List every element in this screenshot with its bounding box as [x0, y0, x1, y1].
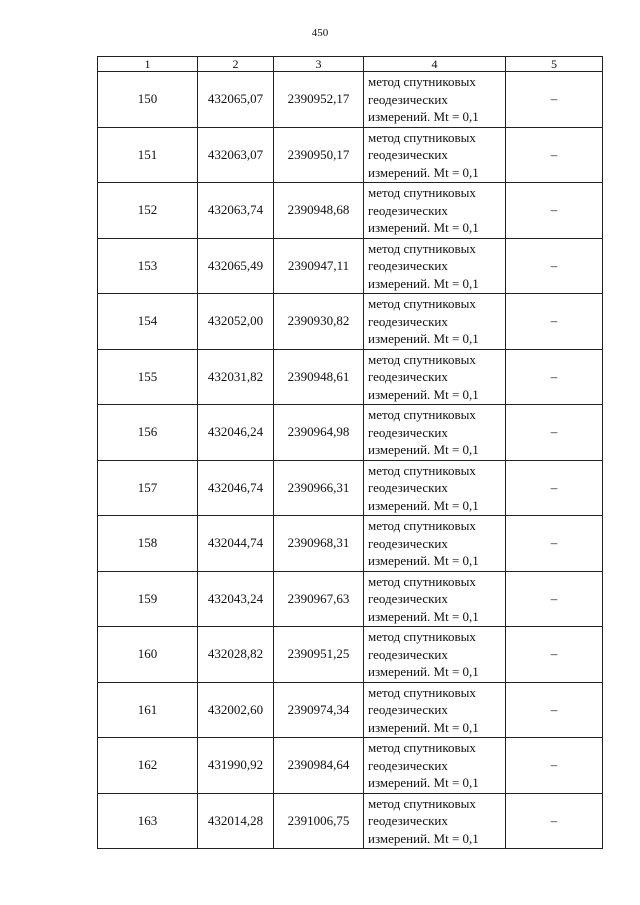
- note-cell: –: [506, 349, 603, 405]
- method-line: метод спутниковых: [368, 129, 476, 145]
- method-line: геодезических: [368, 702, 448, 717]
- method-cell: [364, 738, 506, 794]
- table-row: [98, 294, 603, 350]
- note-cell: –: [506, 460, 603, 516]
- table-row: [98, 571, 603, 627]
- method-cell: [364, 682, 506, 738]
- method-line: измерений. Mt = 0,1: [368, 386, 479, 402]
- note-cell: –: [506, 72, 603, 128]
- method-line: геодезических: [368, 591, 448, 606]
- note-cell: –: [506, 516, 603, 572]
- method-line: метод спутниковых: [368, 74, 476, 89]
- x-coordinate-cell: 432063,74: [198, 183, 274, 239]
- table-row: [98, 127, 603, 183]
- method-cell: [364, 72, 506, 128]
- note-cell: –: [506, 571, 603, 627]
- method-line: измерений. Mt = 0,1: [368, 220, 479, 235]
- header-row: [98, 57, 603, 72]
- table-row: [98, 72, 603, 128]
- header-col-2: 2: [198, 57, 274, 72]
- note-cell: –: [506, 183, 603, 239]
- point-number-cell: 151: [98, 127, 198, 183]
- point-number-cell: 150: [98, 72, 198, 128]
- method-line: метод спутниковых: [368, 462, 476, 478]
- method-line: измерений. Mt = 0,1: [368, 553, 479, 568]
- point-number-cell: 163: [98, 793, 198, 849]
- header-col-5: 5: [506, 57, 603, 72]
- method-line: метод спутниковых: [368, 740, 476, 755]
- method-line: измерений. Mt = 0,1: [368, 830, 479, 846]
- method-line: геодезических: [368, 202, 448, 218]
- table-row: [98, 738, 603, 794]
- method-line: измерений. Mt = 0,1: [368, 608, 479, 624]
- method-cell: [364, 793, 506, 849]
- method-line: измерений. Mt = 0,1: [368, 497, 479, 513]
- table-row: [98, 682, 603, 738]
- method-line: метод спутниковых: [368, 185, 476, 200]
- method-line: метод спутниковых: [368, 296, 476, 311]
- point-number-cell: 156: [98, 405, 198, 461]
- table-row: [98, 405, 603, 461]
- x-coordinate-cell: 432028,82: [198, 627, 274, 683]
- x-coordinate-cell: 432046,24: [198, 405, 274, 461]
- y-coordinate-cell: 2390966,31: [274, 460, 364, 516]
- x-coordinate-cell: 432044,74: [198, 516, 274, 572]
- x-coordinate-cell: 432065,07: [198, 72, 274, 128]
- point-number-cell: 158: [98, 516, 198, 572]
- x-coordinate-cell: 432046,74: [198, 460, 274, 516]
- y-coordinate-cell: 2390947,11: [274, 238, 364, 294]
- page-number: 450: [311, 27, 329, 39]
- method-line: метод спутниковых: [368, 518, 476, 533]
- method-line: метод спутниковых: [368, 351, 476, 367]
- y-coordinate-cell: 2390948,61: [274, 349, 364, 405]
- method-line: метод спутниковых: [368, 629, 476, 644]
- table-row: [98, 460, 603, 516]
- method-line: измерений. Mt = 0,1: [368, 775, 479, 790]
- header-col-1: 1: [98, 57, 198, 72]
- point-number-cell: 160: [98, 627, 198, 683]
- note-cell: –: [506, 738, 603, 794]
- x-coordinate-cell: 432002,60: [198, 682, 274, 738]
- table-header: [98, 57, 603, 72]
- method-line: метод спутниковых: [368, 795, 476, 811]
- table-row: [98, 183, 603, 239]
- x-coordinate-cell: 431990,92: [198, 738, 274, 794]
- point-number-cell: 153: [98, 238, 198, 294]
- note-cell: –: [506, 682, 603, 738]
- note-cell: –: [506, 627, 603, 683]
- method-cell: [364, 460, 506, 516]
- point-number-cell: 159: [98, 571, 198, 627]
- x-coordinate-cell: 432052,00: [198, 294, 274, 350]
- table-body: [98, 72, 603, 849]
- method-line: геодезических: [368, 480, 448, 495]
- x-coordinate-cell: 432063,07: [198, 127, 274, 183]
- x-coordinate-cell: 432031,82: [198, 349, 274, 405]
- method-line: измерений. Mt = 0,1: [368, 109, 479, 124]
- method-line: геодезических: [368, 535, 448, 551]
- table-row: [98, 349, 603, 405]
- table-row: [98, 627, 603, 683]
- note-cell: –: [506, 294, 603, 350]
- method-line: геодезических: [368, 258, 448, 273]
- method-cell: [364, 516, 506, 572]
- header-col-3: 3: [274, 57, 364, 72]
- method-line: геодезических: [368, 369, 448, 384]
- y-coordinate-cell: 2390951,25: [274, 627, 364, 683]
- method-line: геодезических: [368, 147, 448, 162]
- y-coordinate-cell: 2390948,68: [274, 183, 364, 239]
- method-cell: [364, 349, 506, 405]
- coordinates-table: [97, 56, 603, 849]
- point-number-cell: 154: [98, 294, 198, 350]
- method-line: метод спутниковых: [368, 573, 476, 589]
- method-line: геодезических: [368, 813, 448, 828]
- y-coordinate-cell: 2390950,17: [274, 127, 364, 183]
- method-line: измерений. Mt = 0,1: [368, 442, 479, 457]
- method-cell: [364, 627, 506, 683]
- table-row: [98, 793, 603, 849]
- method-line: геодезических: [368, 313, 448, 329]
- method-line: геодезических: [368, 424, 448, 440]
- table-row: [98, 516, 603, 572]
- method-line: измерений. Mt = 0,1: [368, 331, 479, 346]
- note-cell: –: [506, 238, 603, 294]
- method-line: метод спутниковых: [368, 407, 476, 422]
- y-coordinate-cell: 2390930,82: [274, 294, 364, 350]
- method-cell: [364, 183, 506, 239]
- method-line: измерений. Mt = 0,1: [368, 719, 479, 735]
- y-coordinate-cell: 2390967,63: [274, 571, 364, 627]
- method-line: измерений. Mt = 0,1: [368, 664, 479, 679]
- point-number-cell: 161: [98, 682, 198, 738]
- y-coordinate-cell: 2390964,98: [274, 405, 364, 461]
- x-coordinate-cell: 432043,24: [198, 571, 274, 627]
- point-number-cell: 157: [98, 460, 198, 516]
- y-coordinate-cell: 2390952,17: [274, 72, 364, 128]
- method-cell: [364, 127, 506, 183]
- method-cell: [364, 571, 506, 627]
- x-coordinate-cell: 432065,49: [198, 238, 274, 294]
- note-cell: –: [506, 793, 603, 849]
- point-number-cell: 152: [98, 183, 198, 239]
- method-line: геодезических: [368, 757, 448, 773]
- y-coordinate-cell: 2390984,64: [274, 738, 364, 794]
- y-coordinate-cell: 2390974,34: [274, 682, 364, 738]
- y-coordinate-cell: 2391006,75: [274, 793, 364, 849]
- method-line: геодезических: [368, 646, 448, 662]
- x-coordinate-cell: 432014,28: [198, 793, 274, 849]
- method-line: метод спутниковых: [368, 240, 476, 256]
- method-cell: [364, 294, 506, 350]
- method-line: измерений. Mt = 0,1: [368, 275, 479, 291]
- y-coordinate-cell: 2390968,31: [274, 516, 364, 572]
- method-line: метод спутниковых: [368, 684, 476, 700]
- point-number-cell: 162: [98, 738, 198, 794]
- note-cell: –: [506, 127, 603, 183]
- note-cell: –: [506, 405, 603, 461]
- method-line: измерений. Mt = 0,1: [368, 164, 479, 180]
- point-number-cell: 155: [98, 349, 198, 405]
- header-col-4: 4: [364, 57, 506, 72]
- table-row: [98, 238, 603, 294]
- method-line: геодезических: [368, 91, 448, 107]
- method-cell: [364, 405, 506, 461]
- method-cell: [364, 238, 506, 294]
